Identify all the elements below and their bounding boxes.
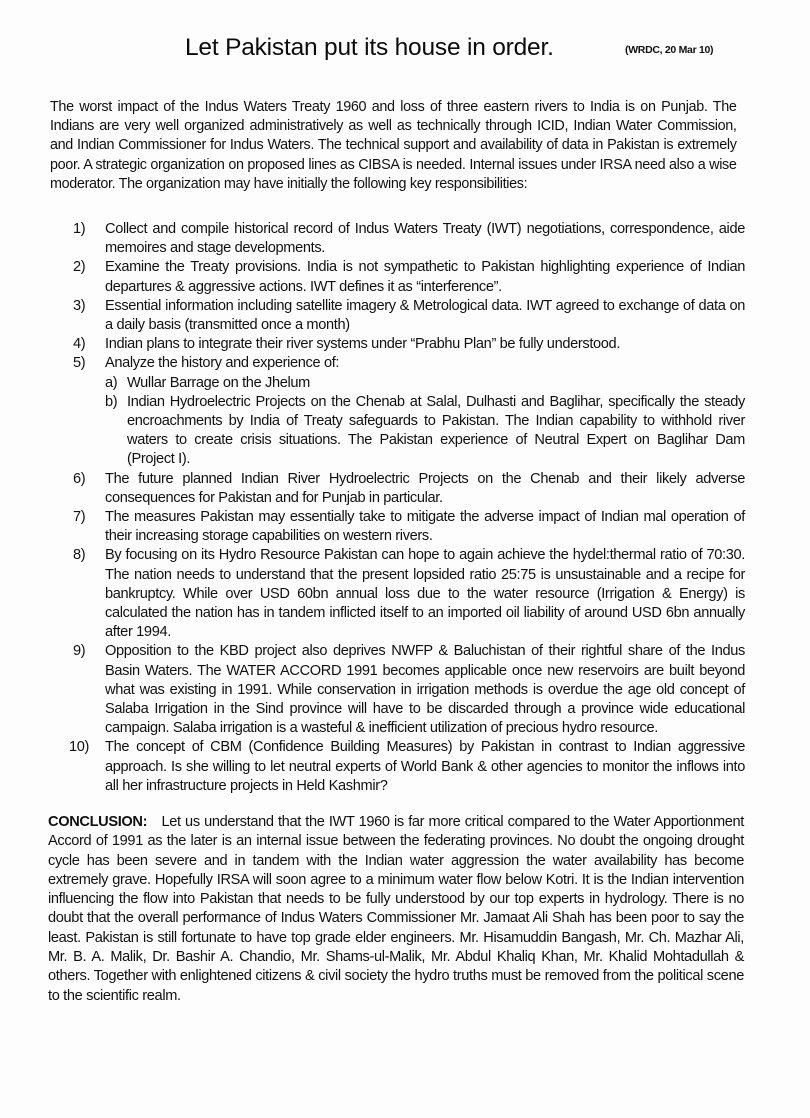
list-text: The concept of CBM (Confidence Building Measures) by Pakistan in contrast to Indian aggressive approach. Is she willing to let neutral experts of World Bank & other agencies to monitor the inflows into all her infrastructure projects in Held Kashmir? xyxy=(105,739,745,794)
sub-list-letter: b) xyxy=(105,393,118,410)
list-number: 5) xyxy=(73,355,86,372)
list-item-7 xyxy=(73,508,745,546)
responsibilities-list xyxy=(69,220,745,796)
list-text: Opposition to the KBD project also deprives NWFP & Baluchistan of their rightful share of the Indus Basin Waters. The WATER ACCORD 1991 becomes applicable once new reservoirs are built beyond what was existing in 1991. While conservation in irrigation methods is overdue the age old concept of Salaba Irrigation in the Sind province will have to be discarded through a province wide educational campaign. Salaba irrigation is a wasteful & inefficient utilization of precious hydro resource. xyxy=(105,643,745,737)
conclusion-paragraph xyxy=(48,813,744,1006)
intro-paragraph: The worst impact of the Indus Waters Treaty 1960 and loss of three eastern rivers to India is on Punjab. The Indians are very well organized administratively as well as technically through ICID, Indian Water Commission, and Indian Commissioner for Indus Waters. The technical support and availability of data in Pakistan is extremely poor. A strategic organization on proposed lines as CIBSA is needed. Internal issues under IRSA need also a wise moderator. The organization may have initially the following key responsibilities: xyxy=(50,99,737,192)
list-item-6 xyxy=(73,470,745,508)
list-item-8 xyxy=(73,546,745,642)
list-text: Indian plans to integrate their river systems under “Prabhu Plan” be fully understood. xyxy=(105,336,621,353)
sub-item-b xyxy=(105,393,745,470)
header xyxy=(0,34,810,68)
list-number: 9) xyxy=(73,643,86,660)
list-text: Examine the Treaty provisions. India is not sympathetic to Pakistan highlighting experience of Indian departures & aggressive actions. IWT defines it as “interference”. xyxy=(105,259,745,295)
list-number: 2) xyxy=(73,259,86,276)
sub-item-a xyxy=(105,374,745,393)
list-number: 10) xyxy=(69,739,90,756)
list-text: Collect and compile historical record of Indus Waters Treaty (IWT) negotiations, correspondence, aide memoires and stage developments. xyxy=(105,221,745,257)
list-number: 7) xyxy=(73,509,86,526)
list-number: 3) xyxy=(73,297,86,314)
list-text: Analyze the history and experience of: xyxy=(105,355,340,372)
list-item-9 xyxy=(73,642,745,738)
list-number: 6) xyxy=(73,470,86,487)
list-text: Essential information including satellite imagery & Metrological data. IWT agreed to exchange of data on a daily basis (transmitted once a month) xyxy=(105,297,745,334)
list-number: 8) xyxy=(73,547,86,564)
list-item-5 xyxy=(73,354,745,469)
list-item-3 xyxy=(73,297,745,335)
sub-list xyxy=(105,374,745,470)
sub-list-letter: a) xyxy=(105,374,118,391)
list-item-4 xyxy=(73,335,745,354)
list-item-10 xyxy=(69,738,745,796)
sub-list-text: Wullar Barrage on the Jhelum xyxy=(127,374,310,391)
list-text: By focusing on its Hydro Resource Pakistan can hope to again achieve the hydel:thermal ratio of 70:30. The nation needs to understand that the present lopsided ratio 25:75 is unsustainable and a recipe for bankruptcy. While over USD 60bn annual loss due to the water resource (Irrigation & Energy) is calculated the nation has in tandem inflicted itself to an imported oil liability of around USD 6bn annually after 1994. xyxy=(105,547,745,641)
list-item-2 xyxy=(73,258,745,296)
sub-list-text: Indian Hydroelectric Projects on the Chenab at Salal, Dulhasti and Baglihar, specifically the steady encroachments by India of Treaty safeguards to Pakistan. The Indian capability to withhold river waters to create crisis situations. The Pakistan experience of Neutral Expert on Baglihar Dam (Project I). xyxy=(127,393,745,468)
list-number: 4) xyxy=(73,336,86,353)
source-citation: (WRDC, 20 Mar 10) xyxy=(625,44,714,56)
list-text: The measures Pakistan may essentially take to mitigate the adverse impact of Indian mal operation of their increasing storage capabilities on western rivers. xyxy=(105,509,745,545)
list-item-1 xyxy=(73,220,745,258)
list-number: 1) xyxy=(73,221,86,237)
list-text: The future planned Indian River Hydroelectric Projects on the Chenab and their likely adverse consequences for Pakistan and for Punjab in particular. xyxy=(105,470,745,506)
page-title: Let Pakistan put its house in order. xyxy=(185,34,554,61)
conclusion-text: Let us understand that the IWT 1960 is far more critical compared to the Water Apportionment Accord of 1991 as the later is an internal issue between the federating provinces. No doubt the ongoing drought cycle has been severe and in tandem with the Indian water aggression the water availability has become extremely grave. Hopefully IRSA will soon agree to a minimum water flow below Kotri. It is the Indian intervention influencing the flow into Pakistan that needs to be fully understood by our top experts in hydrology. There is no doubt that the overall performance of Indus Waters Commissioner Mr. Jamaat Ali Shah has been poor to say the least. Pakistan is still fortunate to have top grade elder engineers. Mr. Hisamuddin Bangash, Mr. Ch. Mazhar Ali, Mr. B. A. Malik, Dr. Bashir A. Chandio, Mr. Shams-ul-Malik, Mr. Abdul Khaliq Khan, Mr. Khalid Mohtadullah & others. Together with enlightened citizens & civil society the hydro truths must be removed from the political scene to the scientific realm. xyxy=(48,814,744,1004)
conclusion-label: CONCLUSION: xyxy=(48,814,148,830)
